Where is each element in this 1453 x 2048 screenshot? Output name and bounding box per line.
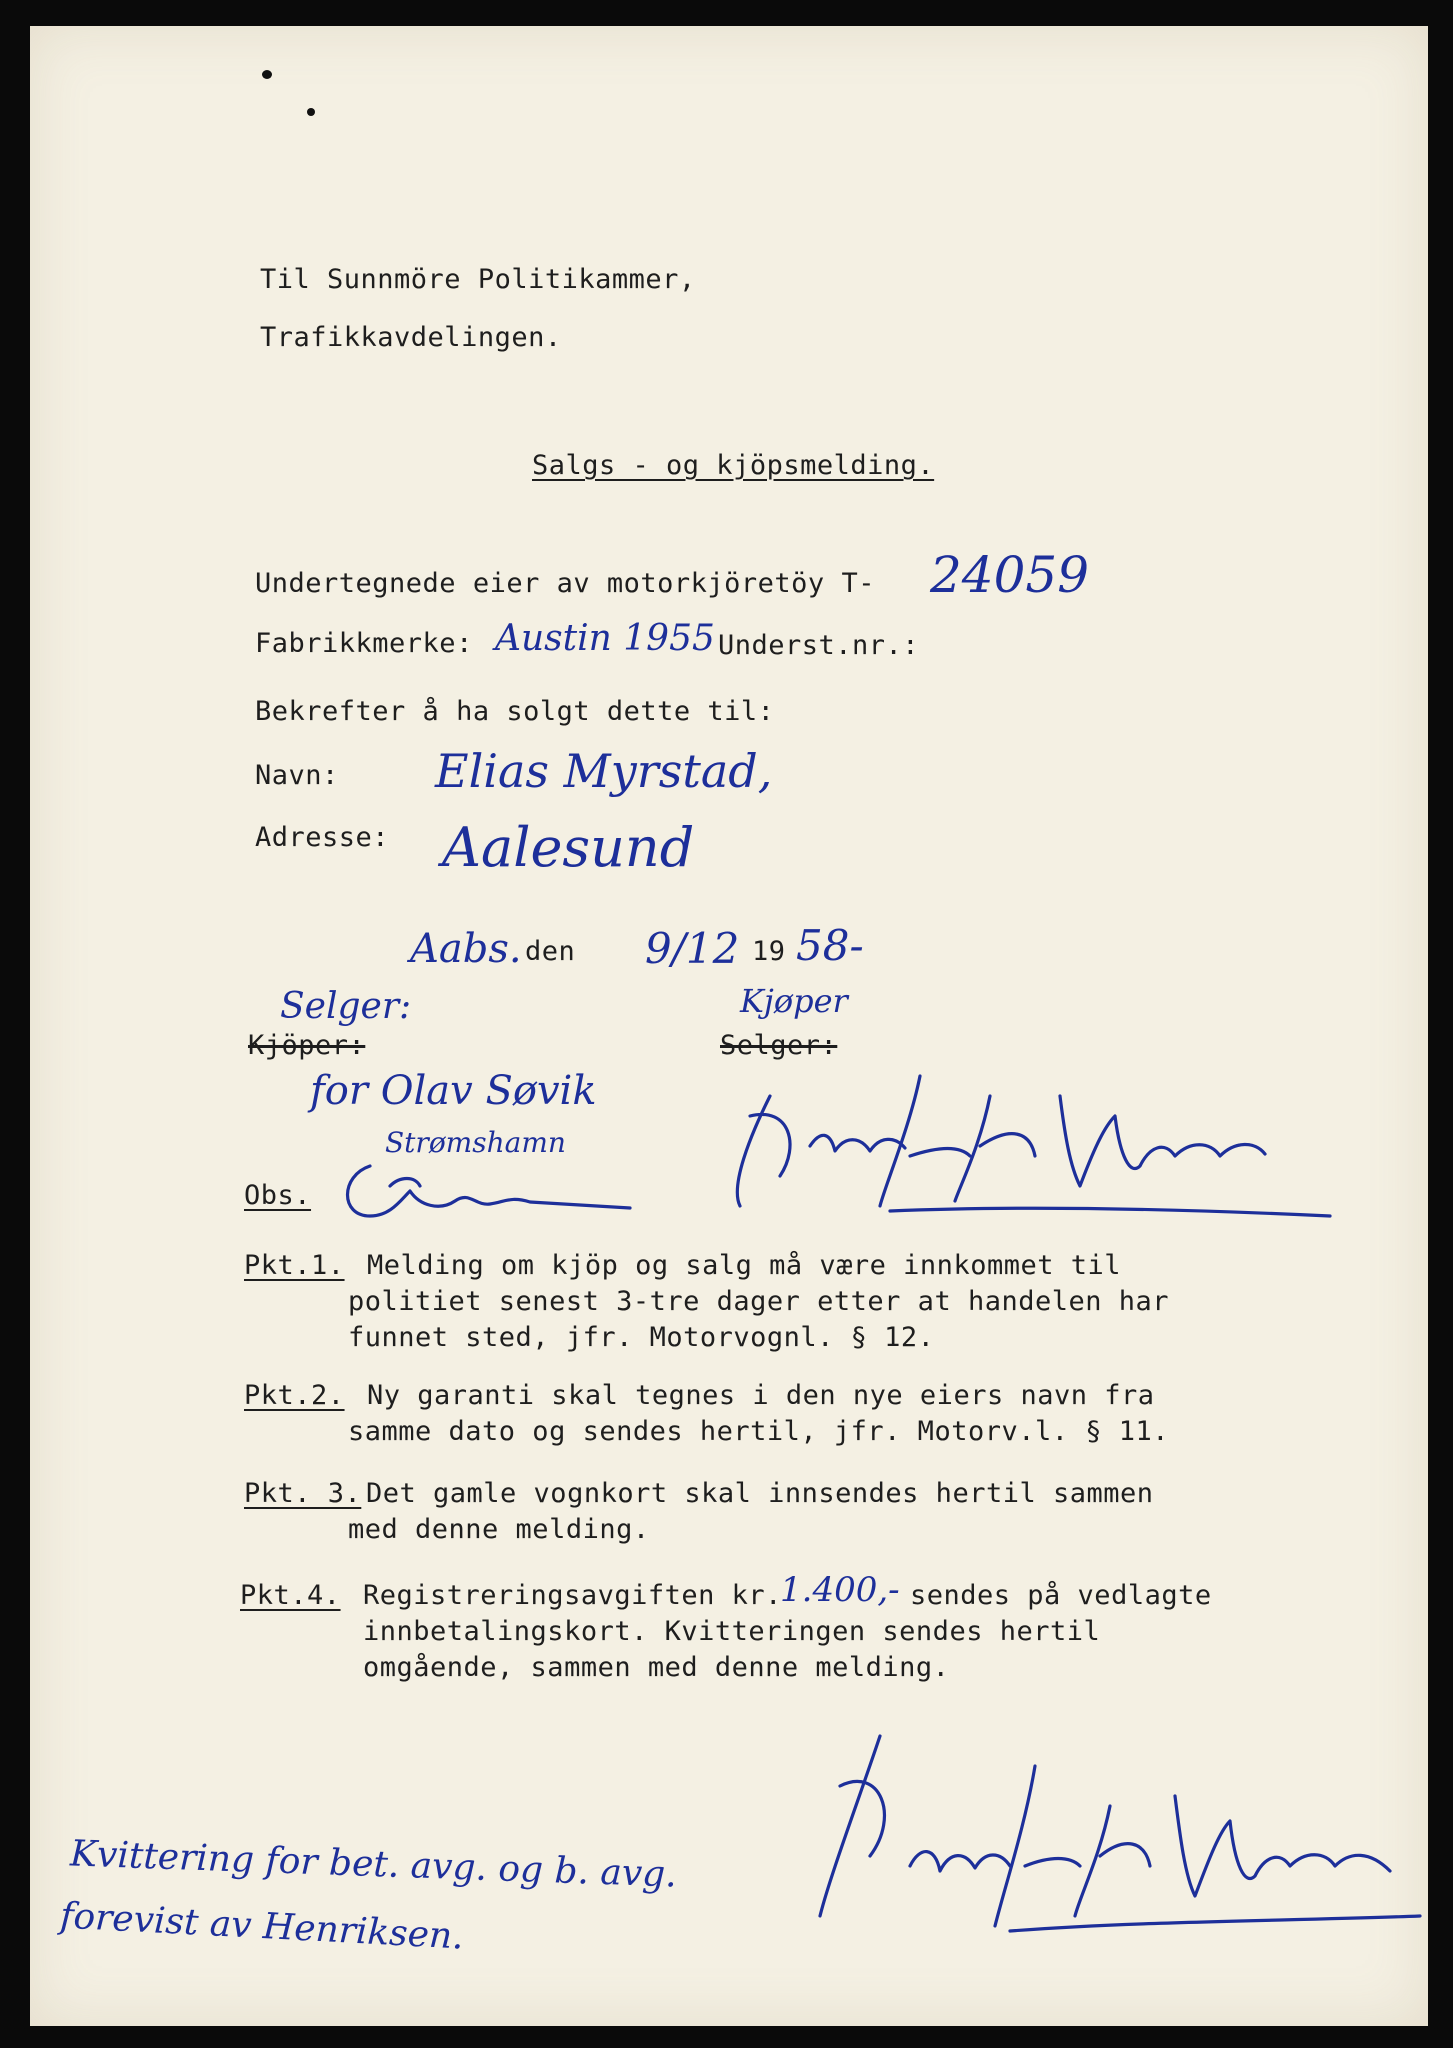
pkt-1-line-1: Melding om kjöp og salg må være innkommet til xyxy=(367,1250,1121,1281)
buyer-name: Elias Myrstad, xyxy=(435,744,773,798)
pkt-2-line-1: Ny garanti skal tegnes i den nye eiers navn fra xyxy=(367,1380,1155,1411)
pkt-1-line-2: politiet senest 3-tre dager etter at handelen har xyxy=(348,1286,1170,1317)
pkt-1-line-3: funnet sted, jfr. Motorvognl. § 12. xyxy=(348,1322,935,1353)
buyer-address: Aalesund xyxy=(442,816,695,879)
buyer-role-struck: Kjöper: xyxy=(248,1030,366,1061)
seller-note-line-2: Strømshamn xyxy=(385,1126,566,1159)
owner-label: Undertegnede eier av motorkjöretöy T- xyxy=(255,568,875,599)
registration-number: 24059 xyxy=(930,546,1090,604)
name-label: Navn: xyxy=(255,760,339,791)
seller-role-handwritten: Selger: xyxy=(280,986,412,1027)
pkt-1-label: Pkt.1. xyxy=(244,1250,345,1281)
date-label: den xyxy=(525,936,576,967)
pkt-2-label: Pkt.2. xyxy=(244,1380,345,1411)
recipient-line-1: Til Sunnmöre Politikammer, xyxy=(260,264,696,295)
document-title: Salgs - og kjöpsmelding. xyxy=(532,450,935,481)
pkt-4-line-1-after: sendes på vedlagte xyxy=(910,1580,1212,1611)
pkt-3-line-2: med denne melding. xyxy=(348,1514,650,1545)
make-label: Fabrikkmerke: xyxy=(255,628,473,659)
year-prefix: 19 xyxy=(752,936,786,967)
recipient-line-2: Trafikkavdelingen. xyxy=(260,322,562,353)
buyer-signature-bottom xyxy=(790,1726,1430,1946)
chassis-label: Underst.nr.: xyxy=(718,630,920,661)
pkt-4-amount: 1.400,- xyxy=(780,1570,900,1610)
pkt-2-line-2: samme dato og sendes hertil, jfr. Motorv.l. § 11. xyxy=(348,1416,1170,1447)
pkt-4-line-2: innbetalingskort. Kvitteringen sendes hertil xyxy=(363,1616,1101,1647)
pkt-3-label: Pkt. 3. xyxy=(244,1478,362,1509)
confirm-text: Bekrefter å ha solgt dette til: xyxy=(255,696,775,727)
ink-speck xyxy=(307,108,315,116)
make-value: Austin 1955 xyxy=(495,618,715,659)
buyer-signature xyxy=(710,1036,1350,1216)
seller-role-struck: Selger: xyxy=(720,1030,838,1061)
receipt-note-line-1: Kvittering for bet. avg. og b. avg. xyxy=(69,1833,678,1896)
date-value: 9/12 xyxy=(645,924,740,973)
pkt-4-line-3: omgående, sammen med denne melding. xyxy=(363,1652,950,1683)
place-value: Aabs. xyxy=(410,926,522,972)
ink-speck xyxy=(262,70,272,79)
pkt-4-label: Pkt.4. xyxy=(240,1580,341,1611)
seller-signature xyxy=(330,1146,670,1226)
receipt-note-line-2: forevist av Henriksen. xyxy=(59,1895,465,1958)
year-suffix: 58- xyxy=(796,921,864,970)
document-page xyxy=(30,26,1428,2026)
obs-label: Obs. xyxy=(244,1180,312,1211)
seller-note-line-1: for Olav Søvik xyxy=(310,1068,597,1114)
address-label: Adresse: xyxy=(255,822,390,853)
pkt-4-line-1-before: Registreringsavgiften kr. xyxy=(363,1580,782,1611)
buyer-role-handwritten: Kjøper xyxy=(740,982,848,1020)
pkt-3-line-1: Det gamle vognkort skal innsendes hertil sammen xyxy=(366,1478,1154,1509)
